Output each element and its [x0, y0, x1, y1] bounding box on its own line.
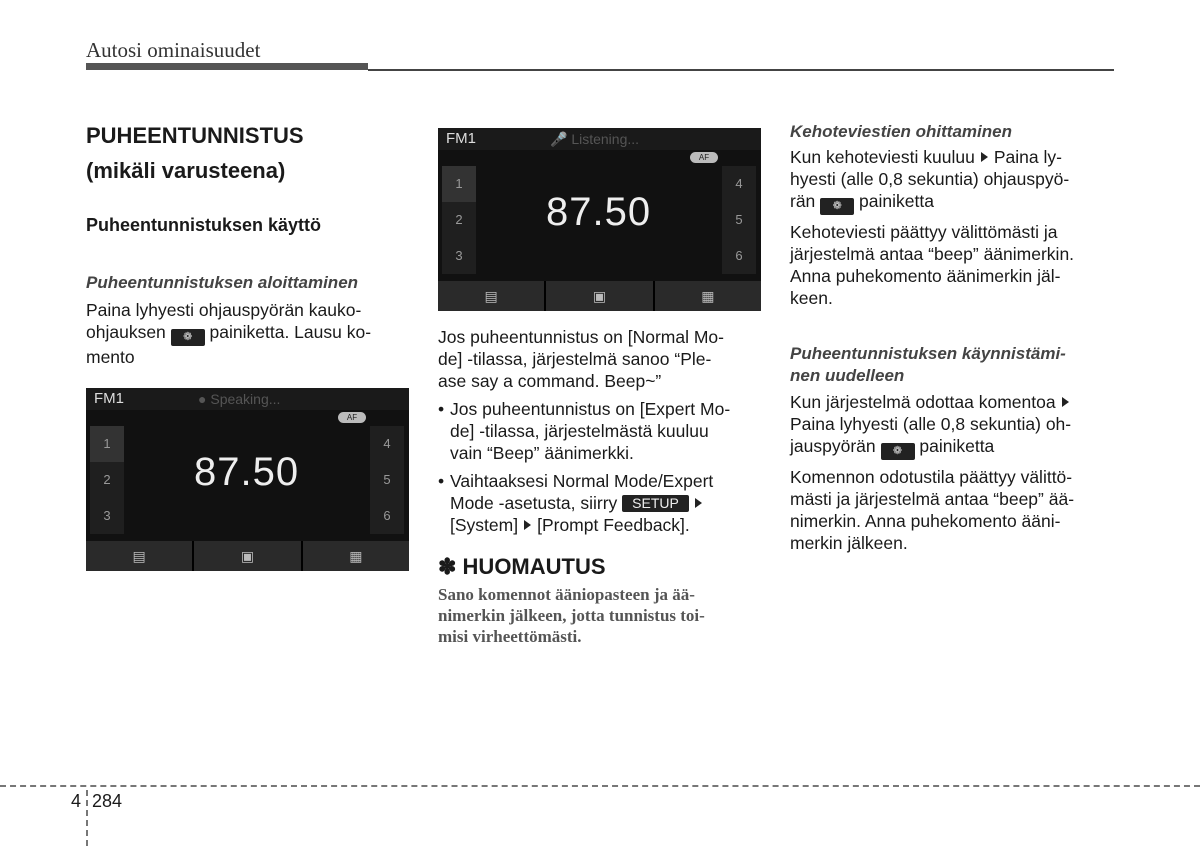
chapter-number: 4 — [71, 791, 82, 811]
note-heading: ✽ HUOMAUTUS — [438, 554, 606, 579]
voice-button-icon: ❁ — [820, 198, 854, 215]
middle-column — [438, 326, 763, 647]
preset-button: 1 — [90, 426, 124, 462]
band-label: FM1 — [94, 390, 124, 407]
right-column — [790, 122, 1115, 554]
preset-button: 2 — [103, 472, 111, 487]
subheading-restart: Puheentunnistuksen käynnistämi- nen uudelleen — [790, 344, 1066, 385]
preset-column-right — [722, 166, 756, 274]
preset-column-left — [90, 426, 124, 534]
speaking-status: ● Speaking... — [198, 391, 281, 407]
radio-screen-listening — [438, 128, 761, 311]
preset-button: 2 — [455, 212, 463, 227]
subheading-skip: Kehoteviestien ohittaminen — [790, 122, 1012, 141]
radio-screen-speaking — [86, 388, 409, 571]
voice-button-icon: ❁ — [881, 443, 915, 460]
band-label: FM1 — [446, 130, 476, 147]
left-column — [86, 118, 411, 368]
preset-button: 4 — [735, 176, 743, 191]
arrow-right-icon — [695, 498, 702, 508]
list-item: • Jos puheentunnistus on [Expert Mo- de] -tilassa, järjestelmästä kuuluu vain “Beep” äänimerkki. — [438, 399, 731, 463]
list-item: • Vaihtaaksesi Normal Mode/Expert Mode -asetusta, siirry SETUP [System] [Prompt Feedback]. — [438, 471, 714, 535]
radio-search-icon: ▣ — [194, 541, 300, 571]
preset-column-right — [370, 426, 404, 534]
menu-grid-icon: ▦ — [655, 281, 761, 311]
menu-grid-icon: ▦ — [303, 541, 409, 571]
page-number: 284 — [92, 791, 123, 811]
note-text: Sano komennot ääniopasteen ja ää- nimerkin jälkeen, jotta tunnistus toi- misi virheettömästi. — [438, 585, 705, 646]
main-heading: PUHEENTUNNISTUS — [86, 123, 304, 148]
preset-button: 6 — [735, 248, 743, 263]
footer-separator — [86, 790, 88, 846]
screen-bottom-bar — [438, 281, 761, 311]
listening-status: 🎤 Listening... — [550, 131, 640, 147]
preset-button: 5 — [383, 472, 391, 487]
skip-result-paragraph: Kehoteviesti päättyy välittömästi ja järjestelmä antaa “beep” äänimerkin. Anna puhekomento äänimerkin jäl- keen. — [790, 222, 1075, 308]
preset-button: 3 — [455, 248, 463, 263]
setup-key-icon: SETUP — [622, 495, 689, 512]
voice-button-icon: ❁ — [171, 329, 205, 346]
section-heading: Puheentunnistuksen käyttö — [86, 215, 322, 235]
main-heading-qualifier: (mikäli varusteena) — [86, 158, 286, 183]
radio-icon: ▤ — [438, 281, 544, 311]
preset-button: 6 — [383, 508, 391, 523]
restart-paragraph: Kun järjestelmä odottaa komentoa Paina lyhyesti (alle 0,8 sekuntia) oh- jauspyörän ❁ painiketta — [790, 391, 1115, 460]
radio-icon: ▤ — [86, 541, 192, 571]
running-header: Autosi ominaisuudet — [86, 38, 261, 62]
start-paragraph: Paina lyhyesti ohjauspyörän kauko- ohjauksen ❁ painiketta. Lausu ko- mento — [86, 300, 372, 367]
mode-bullet-list — [438, 398, 763, 536]
frequency-display: 87.50 — [194, 450, 300, 494]
footer-rule — [0, 785, 1200, 787]
af-badge: AF — [338, 412, 366, 423]
header-bar — [86, 63, 368, 70]
skip-paragraph: Kun kehoteviesti kuuluu Paina ly- hyesti (alle 0,8 sekuntia) ohjauspyö- rän ❁ painiketta — [790, 146, 1115, 215]
frequency-display: 87.50 — [546, 190, 652, 234]
header-rule — [368, 69, 1114, 71]
preset-button: 1 — [442, 166, 476, 202]
arrow-right-icon — [981, 152, 988, 162]
preset-button: 3 — [103, 508, 111, 523]
arrow-right-icon — [524, 520, 531, 530]
arrow-right-icon — [1062, 397, 1069, 407]
af-badge: AF — [690, 152, 718, 163]
radio-search-icon: ▣ — [546, 281, 652, 311]
restart-result-paragraph: Komennon odotustila päättyy välittö- mästi ja järjestelmä antaa “beep” ää- nimerkin. Anna puhekomento ääni- merkin jälkeen. — [790, 467, 1075, 553]
preset-column-left — [442, 166, 476, 274]
normal-mode-paragraph: Jos puheentunnistus on [Normal Mo- de] -tilassa, järjestelmä sanoo “Ple- ase say a command. Beep~” — [438, 327, 724, 391]
preset-button: 5 — [735, 212, 743, 227]
screen-bottom-bar — [86, 541, 409, 571]
preset-button: 4 — [383, 436, 391, 451]
subheading-start: Puheentunnistuksen aloittaminen — [86, 273, 359, 292]
